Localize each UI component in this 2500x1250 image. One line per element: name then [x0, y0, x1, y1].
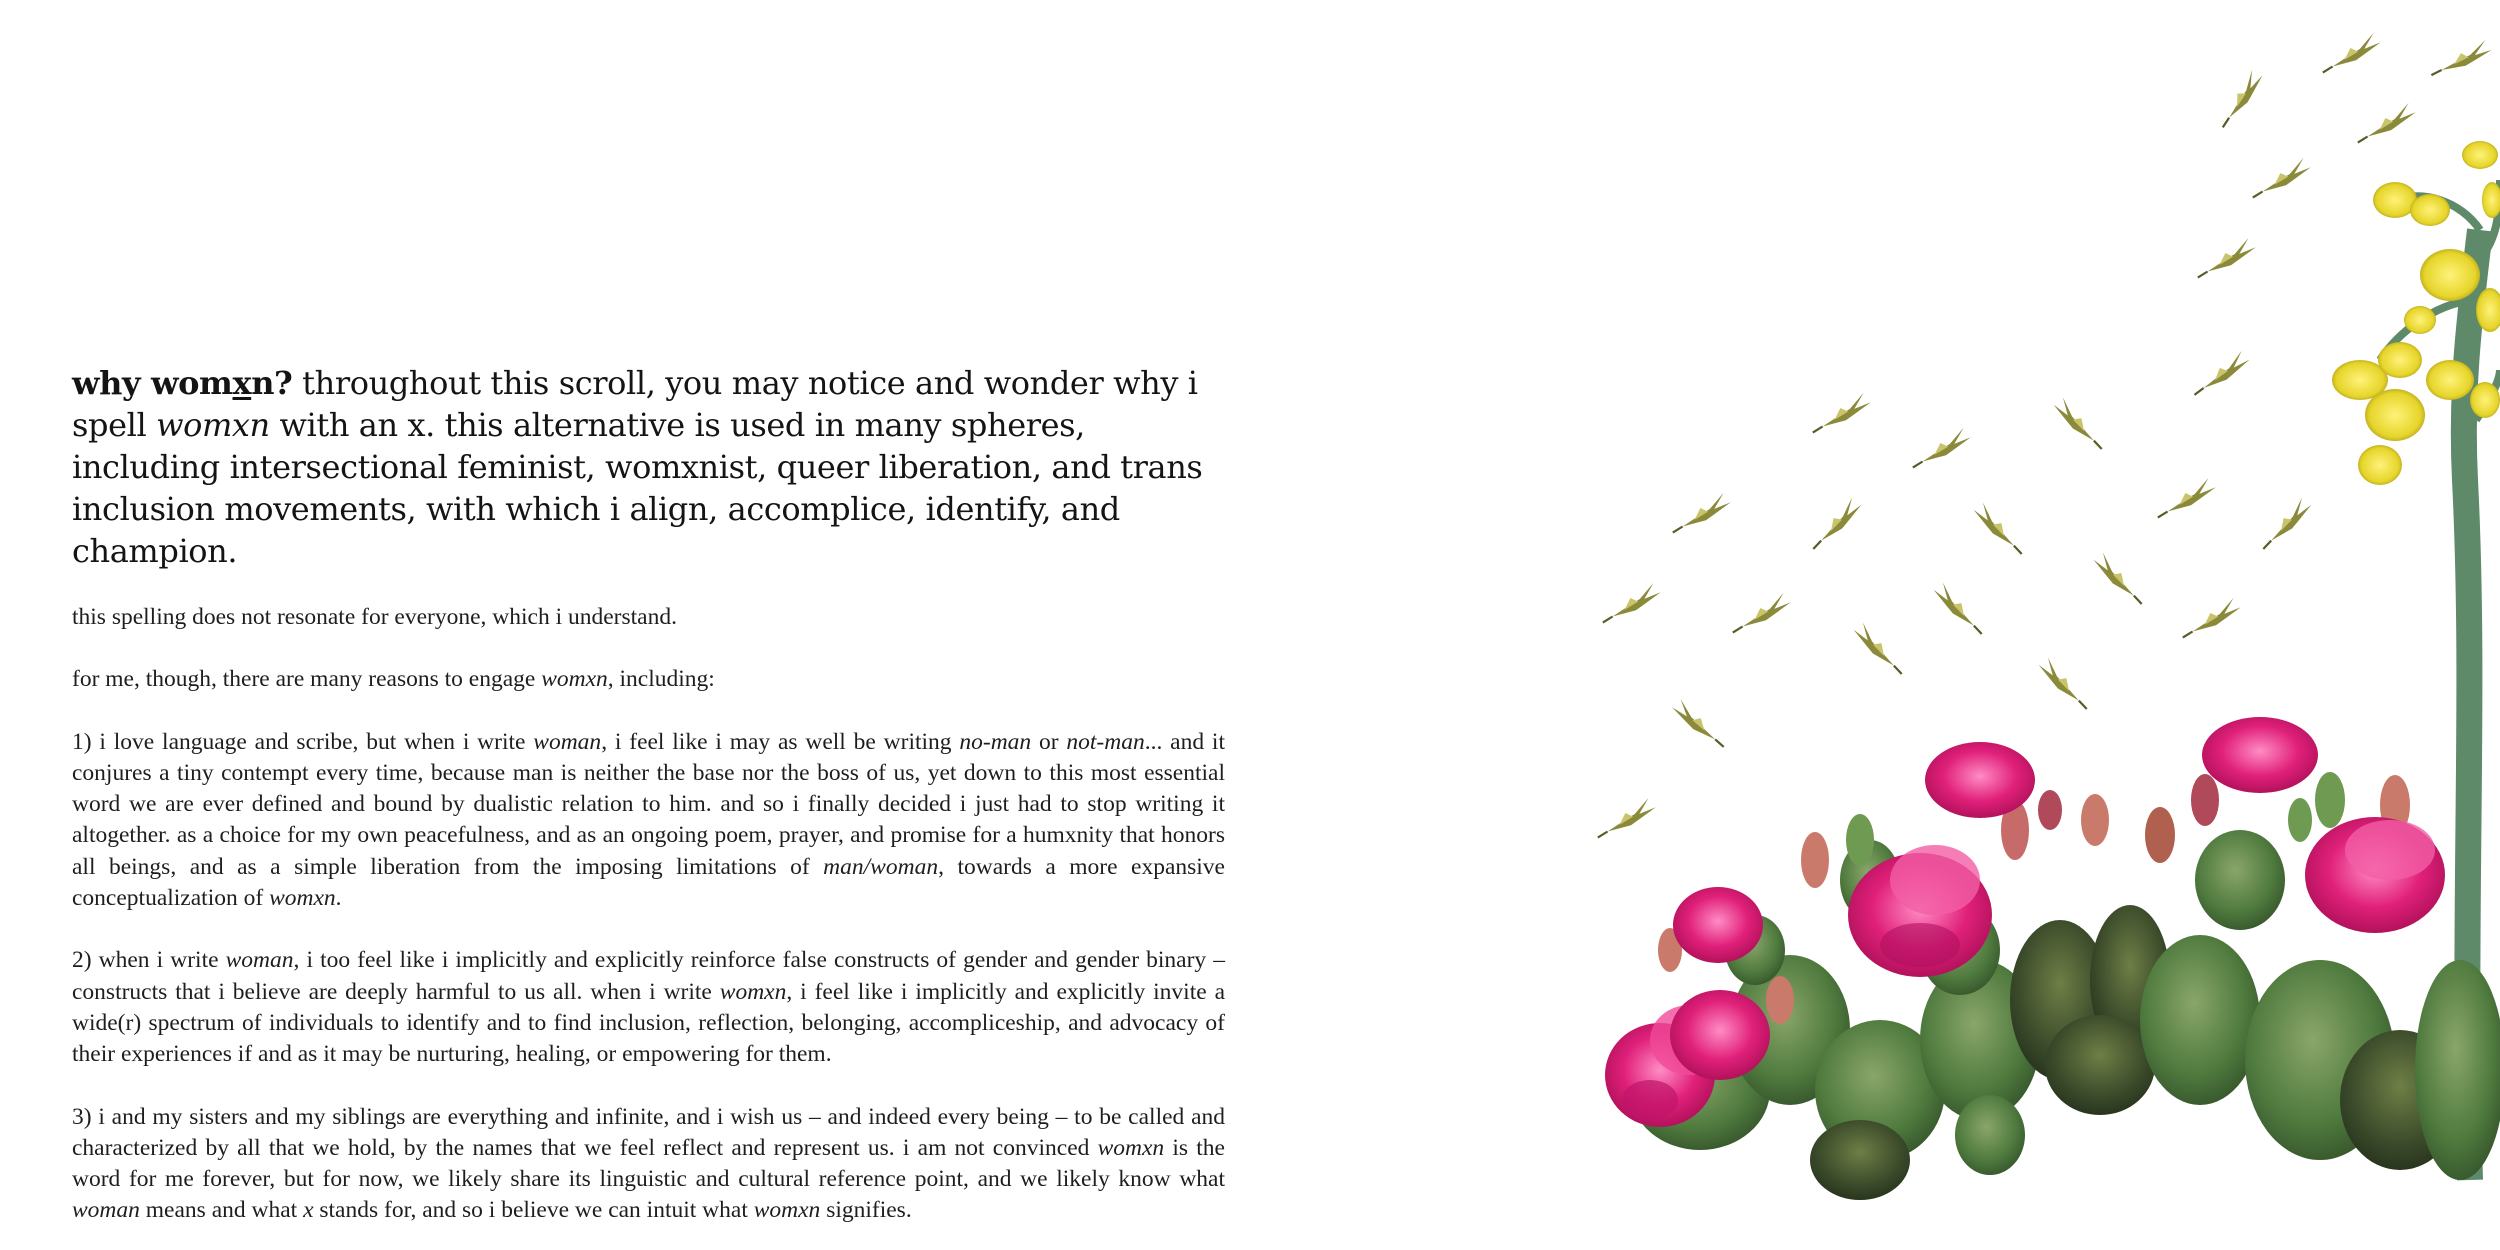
text-run: 1) i love language and scribe, but when i write — [72, 728, 534, 755]
emphasis: woman — [72, 1197, 140, 1224]
hummingbird-icon — [1926, 580, 1994, 634]
hummingbird-icon — [1726, 592, 1794, 633]
reason-3-paragraph — [72, 1102, 1225, 1227]
emphasis: no-man — [959, 728, 1032, 755]
intro-paragraph — [72, 362, 1225, 572]
text-run: ... and it conjures a tiny contempt every time, because man is neither the base nor the boss of us, yet down to this most essential word we are ever defined and bound by dualistic relation to him. and so i finally decided i just had to stop writing it altogether. as a choice for my own peacefulness, and as an ongoing poem, prayer, and promise for a humxnity that honors all beings, and as a simple liberation from the imposing limitations of — [72, 728, 1225, 880]
emphasis: man/woman — [823, 853, 939, 880]
hummingbird-icon — [1591, 797, 1659, 838]
lead-heading-end: n? — [251, 364, 293, 402]
hummingbird-icon — [2207, 67, 2272, 127]
emphasis: womxn — [541, 666, 608, 693]
emphasis: woman — [225, 947, 294, 974]
lead-heading-part: why wom — [72, 364, 233, 402]
flower-icon — [1673, 887, 1763, 963]
hummingbird-icon — [2427, 39, 2494, 75]
hummingbird-icon — [1666, 492, 1734, 533]
intro-text: throughout this scroll, you may notice and wonder why i spell — [72, 364, 1198, 444]
hummingbird-icon — [2246, 157, 2314, 198]
text-run: 3) i and my sisters and my siblings are everything and infinite, and i wish us – and indeed every being – to be called and characterized by all that we hold, by the names that we feel reflect and represent us. i am not convinced — [72, 1103, 1225, 1161]
text-run: or — [1031, 728, 1067, 755]
emphasis: woman — [533, 728, 602, 755]
text-run: stands for, and so i believe we can intuit what — [313, 1197, 754, 1224]
hummingbird-icon — [2191, 237, 2259, 278]
flower-icon — [1670, 990, 1770, 1080]
hummingbird-icon — [2186, 349, 2255, 395]
paragraph-resonance: this spelling does not resonate for everyone, which i understand. — [72, 604, 677, 630]
paragraph-reasons — [72, 664, 1225, 695]
emphasis: womxn — [269, 885, 336, 912]
hummingbird-icon — [1806, 392, 1874, 433]
essay-column — [72, 362, 1225, 1227]
hummingbird-icon — [2251, 495, 2319, 549]
reason-2-paragraph — [72, 945, 1225, 1070]
text-run: for me, though, there are many reasons to engage — [72, 666, 542, 693]
intro-text: with an x. this alternative is used in many spheres, including intersectional feminist, womxnist, queer liberation, and trans inclusion movements, with which i align, accomplice, identify, and champion. — [72, 406, 1203, 570]
hummingbird-icon — [1596, 582, 1664, 623]
hummingbird-icon — [2316, 32, 2384, 73]
emphasis: x — [303, 1197, 314, 1224]
hummingbird-icon — [2351, 102, 2419, 143]
text-run: is the word for me forever, but for now, we likely share its linguistic and cultural reference point, and we likely know what — [72, 1134, 1225, 1193]
reason-1-paragraph — [72, 727, 1225, 915]
hummingbird-icon — [2086, 550, 2154, 604]
flower-icon — [2202, 717, 2318, 793]
text-run: 2) when i write — [72, 947, 226, 974]
emphasis: womxn — [719, 978, 787, 1005]
text-run: , including: — [607, 666, 715, 693]
text-run: signifies. — [820, 1197, 912, 1224]
hummingbird-flock — [1591, 32, 2494, 838]
hummingbird-icon — [1966, 500, 2034, 554]
emphasis: not-man — [1066, 728, 1145, 755]
hummingbird-icon — [1801, 495, 1869, 549]
flower-icon — [1925, 742, 2035, 818]
hummingbird-icon — [1846, 620, 1914, 674]
emphasis: womxn — [1097, 1134, 1165, 1161]
lead-heading-x: x — [232, 364, 252, 402]
text-run: means and what — [139, 1197, 304, 1224]
cactus-hummingbird-illustration — [1550, 0, 2500, 1250]
text-run: , i too feel like i implicitly and explicitly reinforce false constructs of gender and gender binary – constructs that i believe are deeply harmful to us all. when i write — [72, 947, 1225, 1005]
hummingbird-icon — [1666, 697, 1735, 747]
hummingbird-icon — [1906, 427, 1974, 468]
text-run: , i feel like i implicitly and explicitly invite a wide(r) spectrum of individuals to identify and to find inclusion, reflection, belonging, accompliceship, and advocacy of their experiences if and as it may be nurturing, healing, or empowering for them. — [72, 978, 1226, 1068]
hummingbird-icon — [2031, 655, 2099, 709]
emphasis: womxn — [753, 1197, 821, 1224]
text-run: . — [335, 885, 342, 912]
text-run: , i feel like i may as well be writing — [601, 728, 960, 755]
flower-icon — [2305, 817, 2445, 933]
text-run: , towards a more expansive conceptualization of — [72, 853, 1225, 912]
hummingbird-icon — [2151, 477, 2219, 518]
lead-heading — [72, 364, 292, 402]
hummingbird-icon — [2046, 395, 2114, 449]
hummingbird-icon — [2176, 597, 2244, 638]
intro-emphasis: womxn — [156, 406, 270, 444]
